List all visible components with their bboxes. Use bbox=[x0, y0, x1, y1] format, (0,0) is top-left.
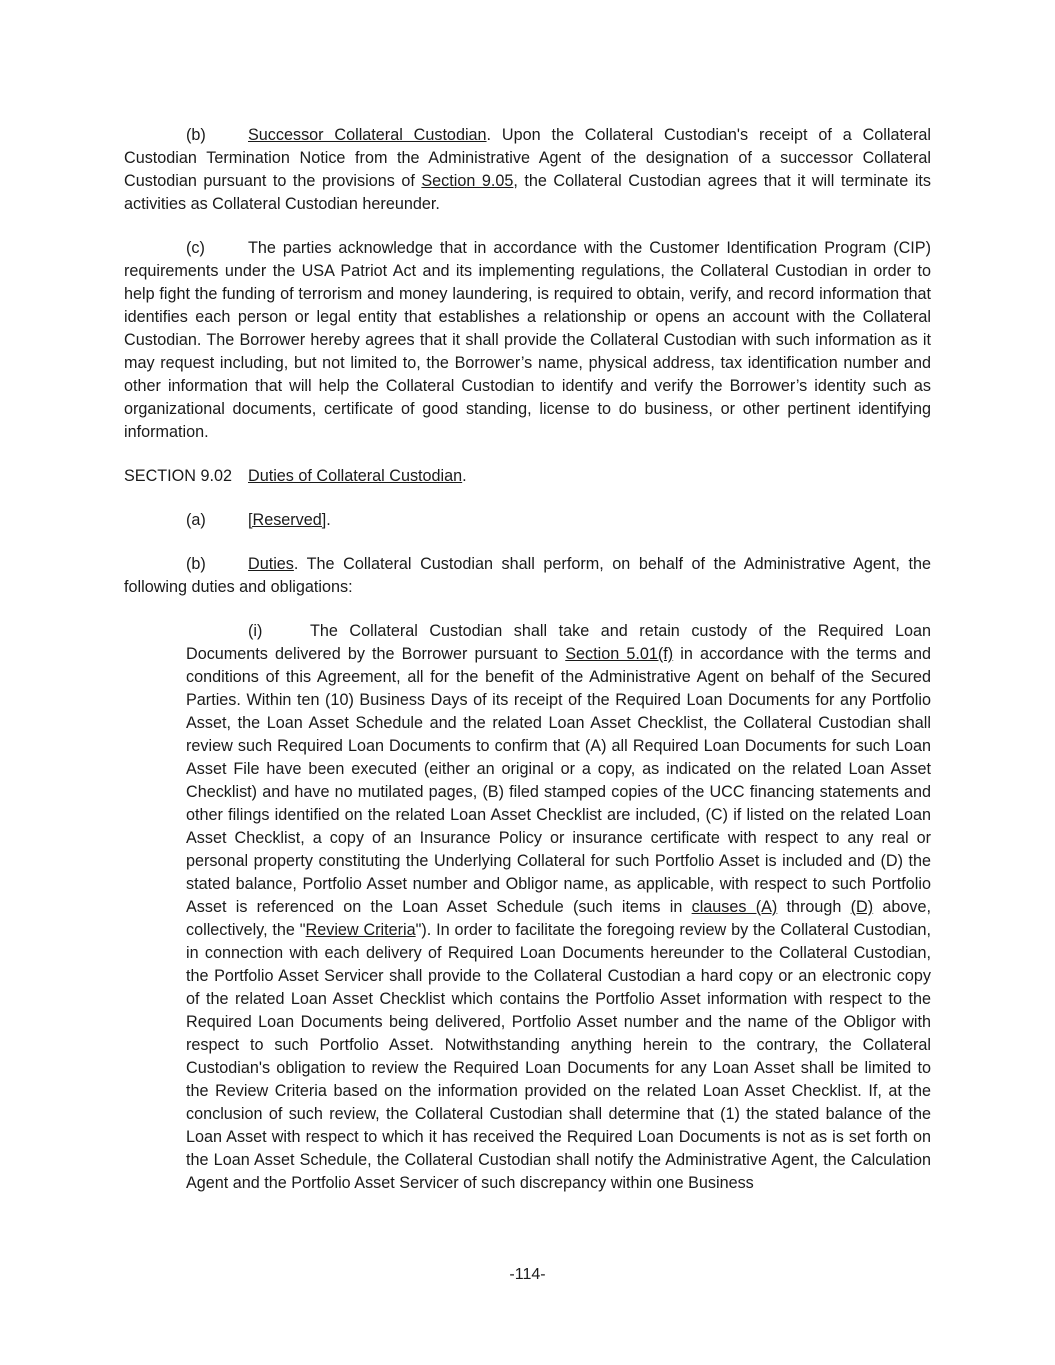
punctuation: . bbox=[326, 511, 331, 529]
paragraph-heading: Duties bbox=[248, 555, 294, 573]
paragraph-heading: Successor Collateral Custodian bbox=[248, 126, 487, 144]
document-page bbox=[124, 124, 931, 1195]
section-heading bbox=[124, 465, 931, 488]
paragraph-text: in accordance with the terms and conditions of this Agreement, all for the benefit of the Administrative Agent on behalf of the Secured Parties. Within ten (10) Business Days of its receipt of the Required Loan Documents for any Portfolio Asset, the Loan Asset Schedule and the related Loan Asset Checklist, the Collateral Custodian shall review such Required Loan Documents to confirm that (A) all Required Loan Documents for such Loan Asset File have been executed (either an original or a copy, as indicated on the related Loan Asset Checklist) and have no mutilated pages, (B) filed stamped copies of the UCC financing statements and other filings identified on the related Loan Asset Checklist are included, (C) if listed on the related Loan Asset Checklist, a copy of an Insurance Policy or insurance certificate with respect to any real or personal property constituting the Underlying Collateral for such Portfolio Asset is included and (D) the stated balance, Portfolio Asset number and Obligor name, as applicable, with respect to such Portfolio Asset is referenced on the Loan Asset Schedule (such items in bbox=[186, 645, 931, 916]
paragraph-text: , the Collateral Custodian agrees that it will terminate its activities as Collateral Custodian hereunder. bbox=[124, 172, 932, 213]
section-reference: Section 5.01(f) bbox=[565, 645, 674, 663]
paragraph-marker: (i) bbox=[248, 622, 263, 640]
clause-reference: (D) bbox=[850, 898, 874, 916]
paragraph-text: The Collateral Custodian shall take and retain custody of the Required Loan Documents delivered by the Borrower pursuant to bbox=[186, 622, 931, 663]
paragraph-c-cip bbox=[124, 237, 931, 444]
paragraph-text: The parties acknowledge that in accordance with the Customer Identification Program (CIP) requirements under the USA Patriot Act and its implementing regulations, the Collateral Custodian in order to help fight the funding of terrorism and money laundering, is required to obtain, verify, and record information that identifies each person or legal entity that establishes a relationship or opens an account with the Collateral Custodian. The Borrower hereby agrees that it shall provide the Collateral Custodian with such information as it may request including, but not limited to, the Borrower’s name, physical address, tax identification number and other information that will help the Collateral Custodian to identify and verify the Borrower’s identity such as organizational documents, certificate of good standing, license to do business, or other pertinent identifying information. bbox=[124, 239, 931, 441]
paragraph-marker: (a) bbox=[186, 511, 206, 529]
reserved-label: [Reserved] bbox=[248, 511, 327, 529]
page-number: -114- bbox=[509, 1266, 546, 1283]
paragraph-a-reserved bbox=[124, 509, 931, 532]
paragraph-b-duties bbox=[124, 553, 931, 599]
clause-reference: clauses (A) bbox=[691, 898, 778, 916]
paragraph-marker: (b) bbox=[186, 555, 206, 573]
paragraph-i-custody bbox=[186, 620, 931, 1195]
paragraph-text: through bbox=[777, 898, 851, 916]
section-reference: Section 9.05 bbox=[421, 172, 514, 190]
paragraph-text: . Upon the Collateral Custodian's receipt of a Collateral Custodian Termination Notice from the Administrative Agent of the designation of a successor Collateral Custodian pursuant to the provisions of bbox=[124, 126, 931, 190]
paragraph-text: "). In order to facilitate the foregoing review by the Collateral Custodian, in connection with each delivery of Required Loan Documents hereunder to the Collateral Custodian, the Portfolio Asset Servicer shall provide to the Collateral Custodian a hard copy or an electronic copy of the related Loan Asset Checklist which contains the Portfolio Asset information with respect to the Required Loan Documents being delivered, Portfolio Asset number and the name of the Obligor with respect to such Portfolio Asset. Notwithstanding anything herein to the contrary, the Collateral Custodian's obligation to review the Required Loan Documents for any Loan Asset shall be limited to the Review Criteria based on the information provided on the related Loan Asset Checklist. If, at the conclusion of such review, the Collateral Custodian shall determine that (1) the stated balance of the Loan Asset with respect to which it has received the Required Loan Documents is not as is set forth on the Loan Asset Schedule, the Collateral Custodian shall notify the Administrative Agent, the Calculation Agent and the Portfolio Asset Servicer of such discrepancy within one Business bbox=[186, 921, 931, 1192]
paragraph-marker: (c) bbox=[186, 239, 205, 257]
paragraph-b-successor-custodian bbox=[124, 124, 931, 216]
punctuation: . bbox=[462, 467, 467, 485]
section-title: Duties of Collateral Custodian bbox=[248, 467, 463, 485]
paragraph-text: . The Collateral Custodian shall perform, on behalf of the Administrative Agent, the following duties and obligations: bbox=[124, 555, 931, 596]
section-number: SECTION 9.02 bbox=[124, 467, 232, 485]
paragraph-marker: (b) bbox=[186, 126, 206, 144]
paragraph-text: above, collectively, the " bbox=[186, 898, 931, 939]
defined-term: Review Criteria bbox=[305, 921, 416, 939]
